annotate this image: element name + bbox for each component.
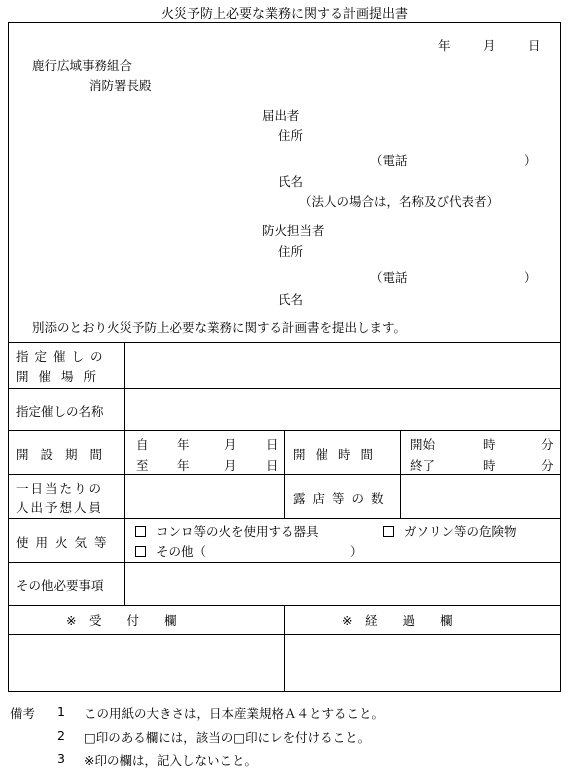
period-from: 自 — [136, 437, 149, 452]
notes-heading: 備考 — [10, 706, 36, 721]
period-to-month: 月 — [224, 458, 237, 473]
fire-option-stove[interactable] — [135, 522, 319, 540]
hours-end-label: 終了 — [410, 458, 436, 473]
fire-usage-label: 使用火気等 — [16, 535, 114, 550]
note-2-text: □印のある欄には，該当の□印にレを付けること。 — [84, 730, 371, 745]
note-1-text: この用紙の大きさは，日本産業規格Ａ４とすること。 — [84, 706, 385, 721]
note-2-number: 2 — [57, 728, 65, 743]
fire-officer-label: 防火担当者 — [262, 223, 325, 238]
stalls-label: 露店等の数 — [293, 491, 391, 506]
other-checkbox-icon[interactable] — [135, 546, 146, 557]
addressee-org: 鹿行広域事務組合 — [32, 58, 133, 73]
gasoline-checkbox-icon[interactable] — [383, 526, 394, 537]
event-name-label: 指定催しの名称 — [16, 404, 104, 419]
notifier-phone-close: ） — [524, 153, 537, 168]
fire-option-stove-text: コンロ等の火を使用する器具 — [156, 524, 319, 539]
period-to-day: 日 — [266, 458, 279, 473]
date-day: 日 — [528, 38, 541, 53]
notifier-phone-label: （電話 — [370, 153, 408, 168]
venue-label-line2: 開催場所 — [16, 369, 107, 384]
event-name-field[interactable] — [128, 392, 556, 426]
hours-start-label: 開始 — [410, 437, 436, 452]
note-1-number: 1 — [57, 704, 65, 719]
period-from-month: 月 — [224, 437, 237, 452]
attendance-label-line2: 人出予想人員 — [16, 500, 104, 515]
hours-label: 開催時間 — [293, 447, 384, 462]
hours-start-minute: 分 — [541, 437, 554, 452]
progress-label: ※ 経 過 欄 — [342, 613, 453, 628]
attendance-label-line1: 一日当たりの — [16, 481, 104, 496]
hours-start-hour: 時 — [483, 437, 496, 452]
notifier-address-label: 住所 — [278, 128, 304, 143]
period-from-year: 年 — [177, 437, 190, 452]
period-to-year: 年 — [177, 458, 190, 473]
venue-label-line1: 指定催しの — [16, 349, 109, 364]
fire-officer-name-label: 氏名 — [278, 292, 304, 307]
venue-field[interactable] — [128, 346, 556, 384]
period-label: 開設期間 — [16, 447, 115, 462]
period-to: 至 — [136, 458, 149, 473]
notifier-corp-note: （法人の場合は，名称及び代表者） — [299, 194, 500, 209]
fire-option-other[interactable] — [135, 542, 206, 560]
period-from-day: 日 — [266, 437, 279, 452]
stove-checkbox-icon[interactable] — [135, 526, 146, 537]
statement: 別添のとおり火災予防上必要な業務に関する計画書を提出します。 — [32, 320, 407, 335]
attendance-field[interactable] — [128, 478, 280, 514]
fire-option-gasoline[interactable] — [383, 522, 517, 540]
fire-option-gasoline-text: ガソリン等の危険物 — [404, 524, 517, 539]
reception-label: ※ 受 付 欄 — [66, 613, 177, 628]
fire-officer-phone-label: （電話 — [370, 270, 408, 285]
addressee-title: 消防署長殿 — [89, 78, 152, 93]
hours-end-minute: 分 — [541, 458, 554, 473]
note-3-text: ※印の欄は，記入しないこと。 — [84, 753, 257, 768]
fire-option-other-text: その他（ — [156, 544, 207, 559]
other-items-label: その他必要事項 — [16, 578, 104, 593]
form-title: 火災予防上必要な業務に関する計画提出書 — [160, 7, 408, 22]
stalls-field[interactable] — [404, 478, 556, 514]
date-month: 月 — [483, 38, 496, 53]
date-year: 年 — [438, 38, 451, 53]
hours-end-hour: 時 — [483, 458, 496, 473]
notifier-label: 届出者 — [262, 108, 300, 123]
fire-option-other-close: ） — [350, 544, 363, 559]
notifier-name-label: 氏名 — [278, 174, 304, 189]
other-items-field[interactable] — [128, 566, 556, 601]
note-3-number: 3 — [57, 751, 65, 766]
fire-officer-address-label: 住所 — [278, 244, 304, 259]
fire-officer-phone-close: ） — [524, 270, 537, 285]
